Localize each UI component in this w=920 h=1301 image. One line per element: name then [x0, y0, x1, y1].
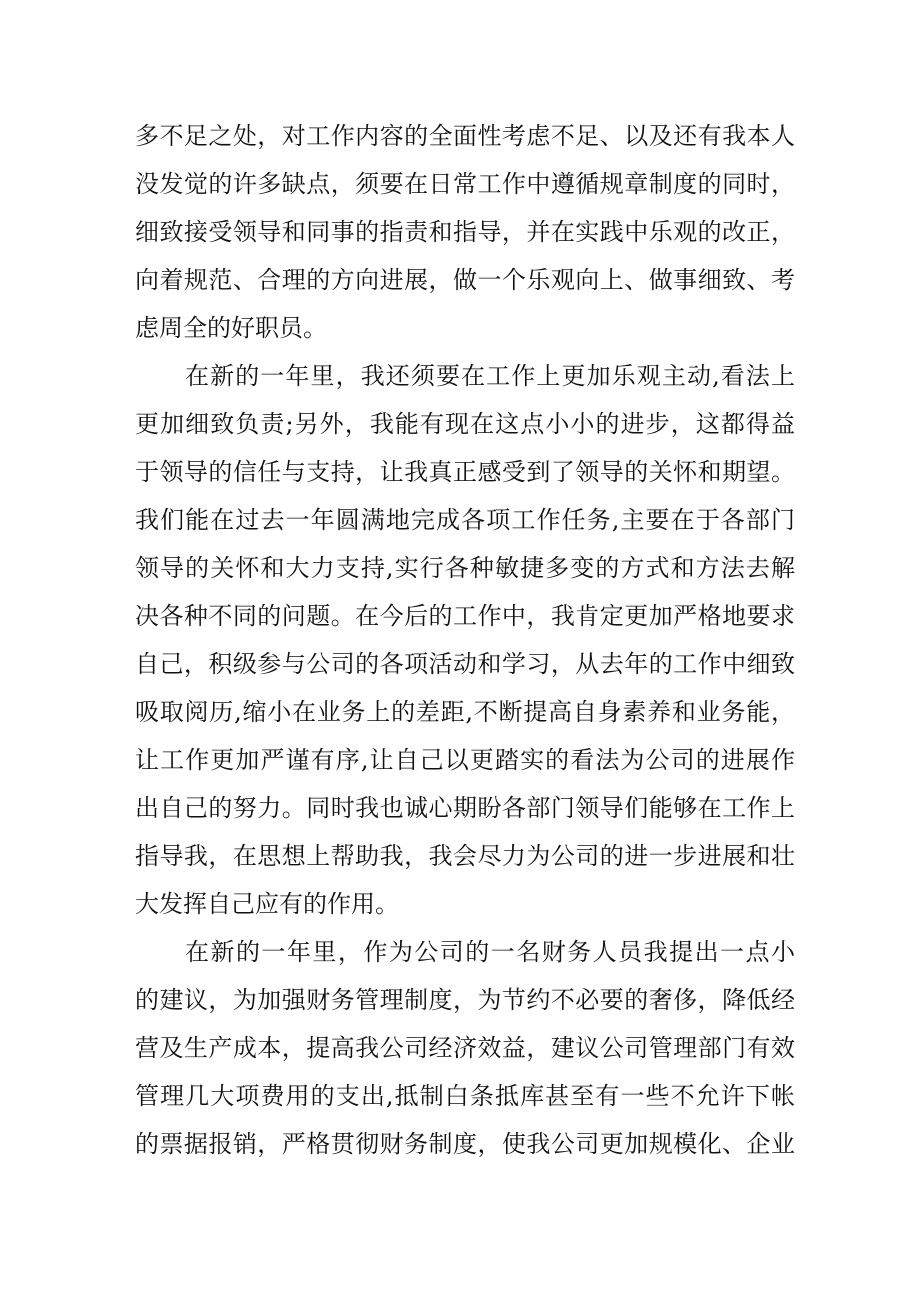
text-line: 多不足之处，对工作内容的全面性考虑不足、以及还有我本人 [135, 122, 795, 150]
text-line: 的票据报销，严格贯彻财务制度，使我公司更加规模化、企业 [135, 1130, 795, 1158]
text-line: 让工作更加严谨有序,让自己以更踏实的看法为公司的进展作 [135, 746, 795, 774]
paragraph-3 [135, 928, 795, 1168]
text-line: 在新的一年里，我还须要在工作上更加乐观主动,看法上 [185, 362, 795, 390]
paragraph-1 [135, 112, 795, 352]
text-line: 于领导的信任与支持，让我真正感受到了领导的关怀和期望。 [135, 458, 795, 486]
text-line: 细致接受领导和同事的指责和指导，并在实践中乐观的改正， [135, 218, 795, 246]
paragraph-2 [135, 352, 795, 928]
text-line: 没发觉的许多缺点，须要在日常工作中遵循规章制度的同时， [135, 170, 795, 198]
document-body [135, 112, 795, 1168]
text-line: 的建议，为加强财务管理制度，为节约不必要的奢侈，降低经 [135, 986, 795, 1014]
text-line: 向着规范、合理的方向进展，做一个乐观向上、做事细致、考 [135, 266, 795, 294]
text-line: 更加细致负责;另外，我能有现在这点小小的进步，这都得益 [135, 410, 795, 438]
text-line: 我们能在过去一年圆满地完成各项工作任务,主要在于各部门 [135, 506, 795, 534]
text-line: 营及生产成本，提高我公司经济效益，建议公司管理部门有效 [135, 1034, 795, 1062]
text-line: 大发挥自己应有的作用。 [135, 890, 399, 918]
text-line: 在新的一年里，作为公司的一名财务人员我提出一点小 [185, 938, 795, 966]
text-line: 指导我，在思想上帮助我，我会尽力为公司的进一步进展和壮 [135, 842, 795, 870]
text-line: 虑周全的好职员。 [135, 314, 327, 342]
text-line: 领导的关怀和大力支持,实行各种敏捷多变的方式和方法去解 [135, 554, 795, 582]
text-line: 吸取阅历,缩小在业务上的差距,不断提高自身素养和业务能， [135, 698, 795, 726]
text-line: 管理几大项费用的支出,抵制白条抵库甚至有一些不允许下帐 [135, 1082, 795, 1110]
text-line: 决各种不同的问题。在今后的工作中，我肯定更加严格地要求 [135, 602, 795, 630]
text-line: 出自己的努力。同时我也诚心期盼各部门领导们能够在工作上 [135, 794, 795, 822]
text-line: 自己，积级参与公司的各项活动和学习，从去年的工作中细致 [135, 650, 795, 678]
